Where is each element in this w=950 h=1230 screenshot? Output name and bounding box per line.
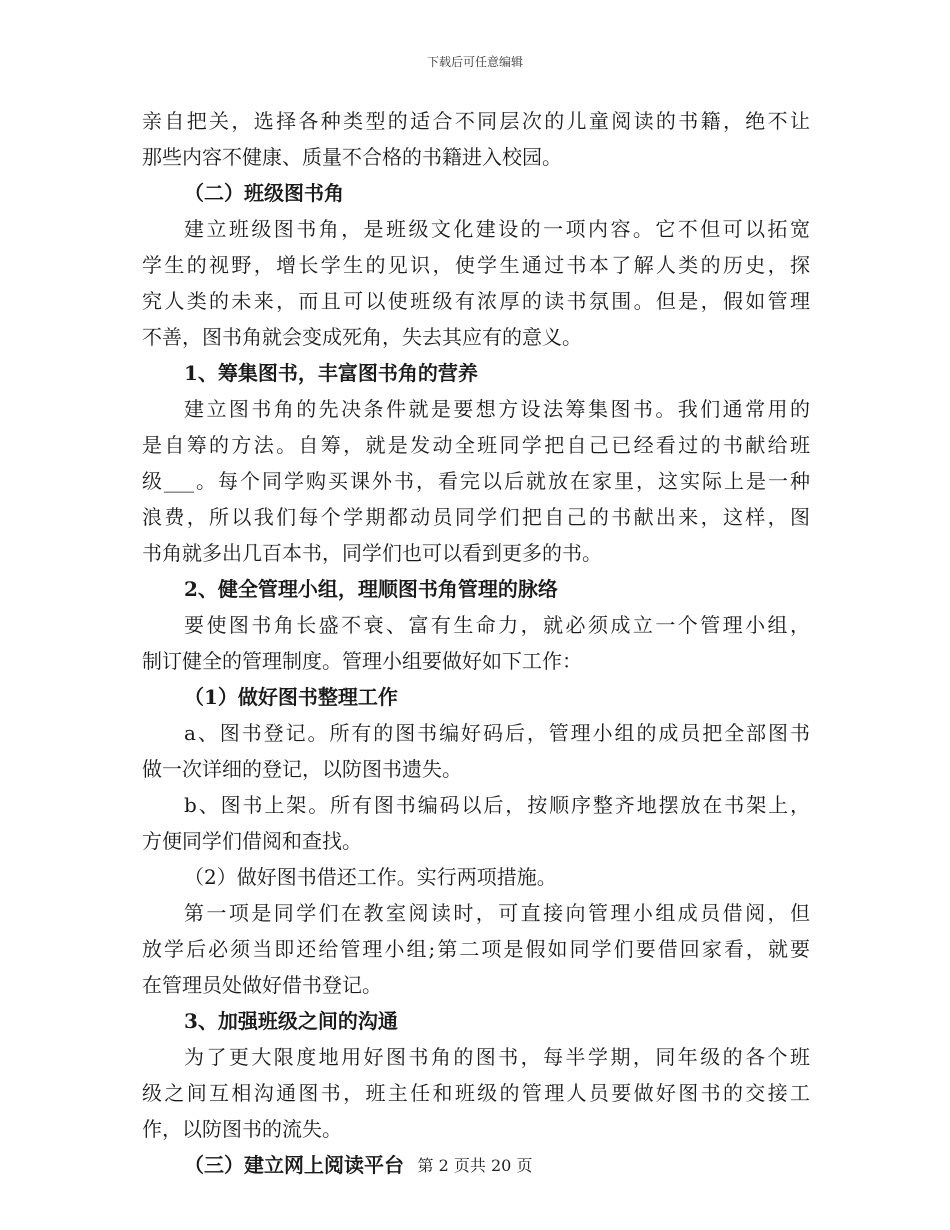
text-line: 制订健全的管理制度。管理小组要做好如下工作： [142,649,582,673]
text-line: 不善，图书角就会变成死角，失去其应有的意义。 [142,325,582,349]
text-line: 学生的视野，增长学生的见识，使学生通过书本了解人类的历史，探 [142,253,810,277]
text-line: 建立班级图书角，是班级文化建设的一项内容。它不但可以拓宽 [184,217,810,241]
text-line: 是自筹的方法。自筹，就是发动全班同学把自己已经看过的书献给班 [142,433,810,457]
section-heading: （二）班级图书角 [184,181,344,205]
section-heading: （三）建立网上阅读平台 [184,1153,404,1177]
page-footer: 第 2 页共 20 页 [417,1156,533,1175]
text-line: 放学后必须当即还给管理小组;第二项是假如同学们要借回家看，就要 [142,937,810,961]
subsection-heading: （1）做好图书整理工作 [184,685,398,709]
text-line: 级___。每个同学购买课外书，看完以后就放在家里，这实际上是一种 [142,469,810,493]
page-header: 下载后可任意编辑 [426,55,523,69]
text-line: 建立图书角的先决条件就是要想方设法筹集图书。我们通常用的 [184,397,810,421]
text-line: 为了更大限度地用好图书角的图书，每半学期，同年级的各个班 [184,1045,810,1069]
text-line: 要使图书角长盛不衰、富有生命力，就必须成立一个管理小组， [184,613,810,637]
text-line: 那些内容不健康、质量不合格的书籍进入校园。 [142,145,562,169]
text-line: a、图书登记。所有的图书编好码后，管理小组的成员把全部图书 [184,721,810,745]
text-line: 亲自把关，选择各种类型的适合不同层次的儿童阅读的书籍，绝不让 [142,109,810,133]
text-line: 第一项是同学们在教室阅读时，可直接向管理小组成员借阅，但 [184,901,810,925]
text-line: 书角就多出几百本书，同学们也可以看到更多的书。 [142,541,602,565]
subsection-heading: 1、筹集图书，丰富图书角的营养 [184,361,478,385]
text-line: 方便同学们借阅和查找。 [142,829,362,853]
text-line: 作，以防图书的流失。 [142,1117,342,1141]
text-line: 级之间互相沟通图书，班主任和班级的管理人员要做好图书的交接工 [142,1081,810,1105]
text-line: 究人类的未来，而且可以使班级有浓厚的读书氛围。但是，假如管理 [142,289,810,313]
document-body [142,103,810,1183]
text-line: 在管理员处做好借书登记。 [142,973,382,997]
text-line: （2）做好图书借还工作。实行两项措施。 [184,865,557,889]
text-line: 浪费，所以我们每个学期都动员同学们把自己的书献出来，这样，图 [142,505,810,529]
text-line: 做一次详细的登记，以防图书遗失。 [142,757,462,781]
text-line: b、图书上架。所有图书编码以后，按顺序整齐地摆放在书架上， [184,793,810,817]
subsection-heading: 3、加强班级之间的沟通 [184,1009,398,1033]
subsection-heading: 2、健全管理小组，理顺图书角管理的脉络 [184,577,558,601]
